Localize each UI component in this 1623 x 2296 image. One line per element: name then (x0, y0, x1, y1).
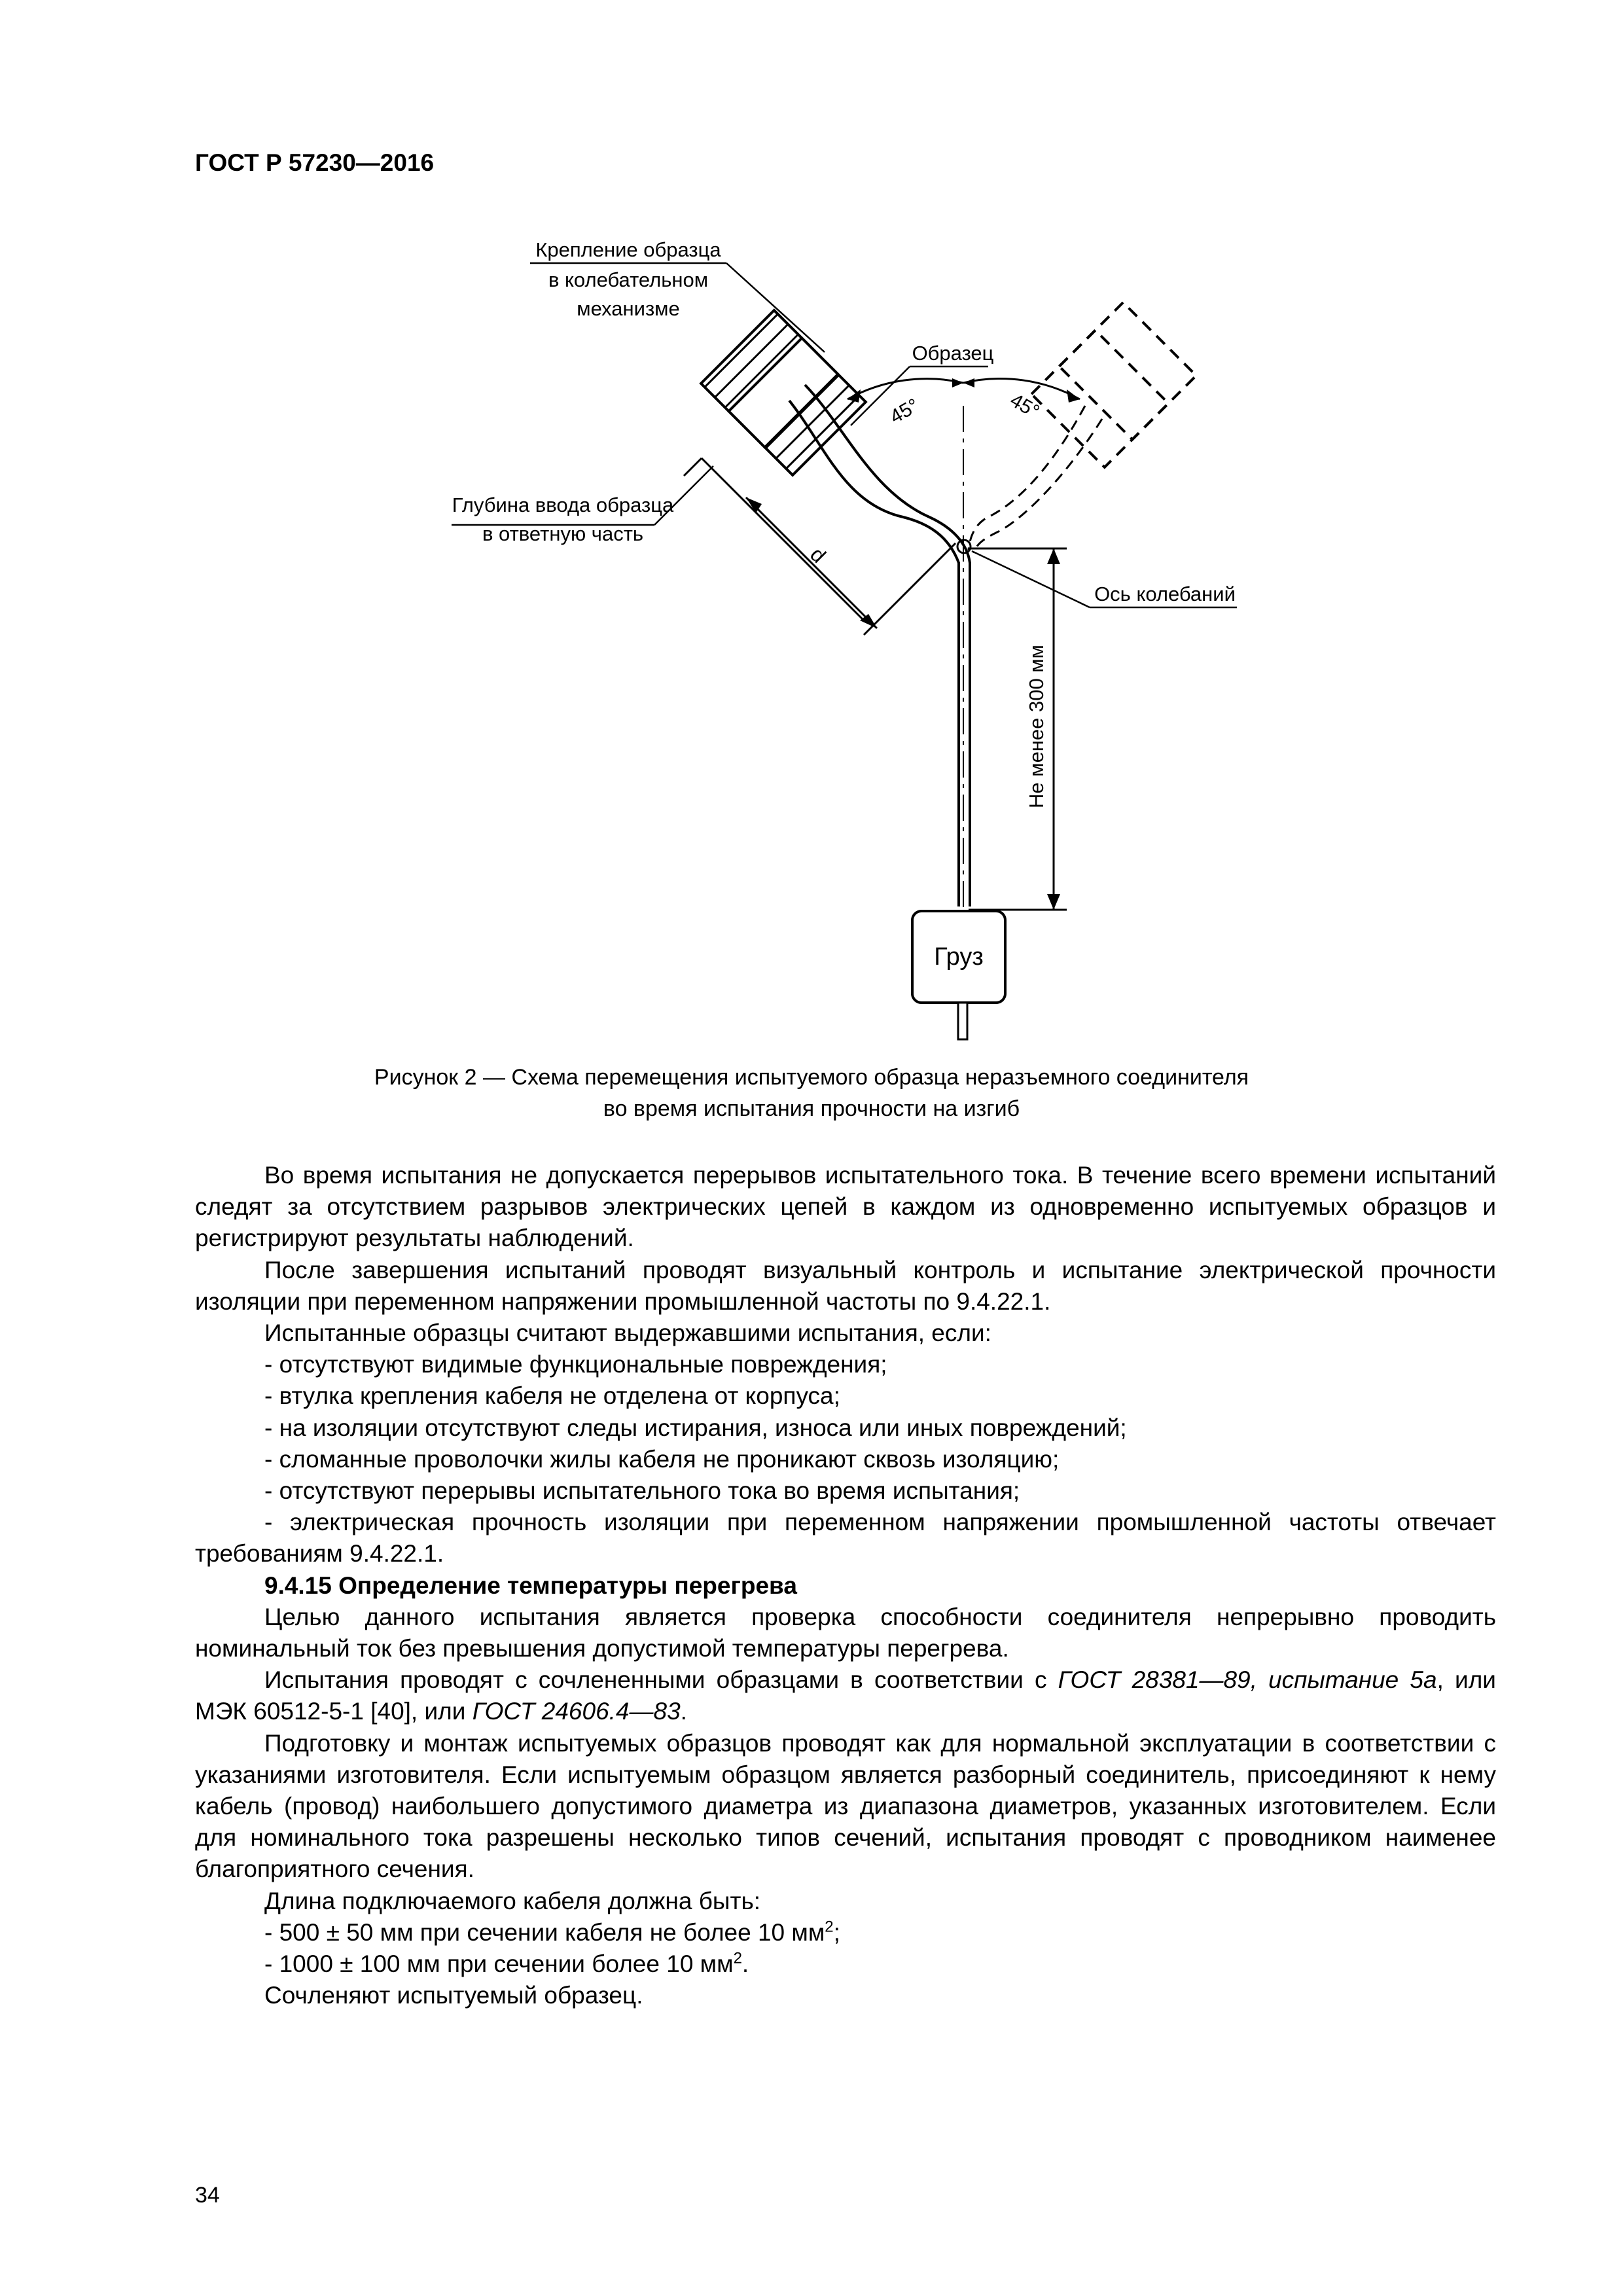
paragraph: Длина подключаемого кабеля должна быть: (264, 1887, 760, 1914)
mount-clamp-left (701, 310, 866, 475)
list-item: - сломанные проволочки жилы кабеля не проникают сквозь изоляцию; (264, 1445, 1060, 1473)
list-item: - 500 ± 50 мм при сечении кабеля не более 10 $мм^2$; (264, 1918, 840, 1946)
label-mount-3: механизме (577, 297, 680, 320)
figure-caption-line-1: Рисунок 2 — Схема перемещения испытуемого образца неразъемного соединителя (374, 1065, 1249, 1090)
paragraph: Целью данного испытания является проверка способности соединителя непрерывно проводить номинальный ток без превышения допустимой температуры перегрева. (195, 1603, 1496, 1662)
figure-caption-line-2: во время испытания прочности на изгиб (603, 1096, 1020, 1121)
list-item: - электрическая прочность изоляции при переменном напряжении промышленной частоты отвечает требованиям 9.4.22.1. (195, 1509, 1496, 1568)
label-sample: Образец (912, 342, 994, 365)
list-item: - отсутствуют видимые функциональные повреждения; (264, 1351, 887, 1378)
label-d: d (806, 542, 831, 567)
paragraph: Испытания проводят с сочлененными образцами в соответствии с ГОСТ 28381—89, испытание 5а, или МЭК 60512-5-1 [40], или ГОСТ 24606.4—83. (195, 1666, 1496, 1725)
label-depth-2: в ответную часть (482, 522, 644, 545)
body-text (195, 1160, 1496, 2011)
label-depth-1: Глубина ввода образца (452, 493, 674, 516)
label-axis: Ось колебаний (1094, 583, 1236, 605)
label-angle-right: 45° (1006, 389, 1043, 423)
paragraph: Подготовку и монтаж испытуемых образцов проводят как для нормальной эксплуатации в соответствии с указаниями изготовителя. Если испытуемым образцом является разборный соединитель, присоединяют к нему кабель (провод) наибольшего допустимого диаметра из диапазона диаметров, указанных изготовителем. Если для номинального тока разрешены несколько типов сечений, испытания проводят с проводником наименее благоприятного сечения. (195, 1729, 1496, 1883)
list-item: - втулка крепления кабеля не отделена от корпуса; (264, 1382, 840, 1410)
sample-cable (789, 401, 959, 906)
label-mount-1: Крепление образца (535, 238, 721, 261)
label-weight: Груз (934, 943, 984, 971)
document-header: ГОСТ Р 57230—2016 (195, 149, 435, 176)
page-number: 34 (195, 2183, 220, 2208)
label-angle-left: 45° (886, 394, 923, 429)
list-item: - 1000 ± 100 мм при сечении более 10 $мм^2$. (264, 1949, 749, 1978)
label-mount-2: в колебательном (548, 268, 709, 291)
bend-test-diagram (0, 0, 1623, 1047)
list-item: - на изоляции отсутствуют следы истирания, износа или иных повреждений; (264, 1414, 1127, 1441)
label-length: Не менее 300 мм (1025, 645, 1048, 808)
section-heading: 9.4.15 Определение температуры перегрева (264, 1571, 797, 1599)
paragraph: Испытанные образцы считают выдержавшими испытания, если: (264, 1319, 991, 1347)
paragraph: Сочленяют испытуемый образец. (264, 1982, 643, 2009)
list-item: - отсутствуют перерывы испытательного тока во время испытания; (264, 1477, 1020, 1505)
paragraph: Во время испытания не допускается перерывов испытательного тока. В течение всего времени испытаний следят за отсутствием разрывов электрических цепей в каждом из одновременно испытуемых образцов и регистрируют результаты наблюдений. (195, 1162, 1496, 1252)
mount-clamp-right (1031, 302, 1196, 467)
paragraph: После завершения испытаний проводят визуальный контроль и испытание электрической прочности изоляции при переменном напряжении промышленной частоты по 9.4.22.1. (195, 1256, 1496, 1315)
